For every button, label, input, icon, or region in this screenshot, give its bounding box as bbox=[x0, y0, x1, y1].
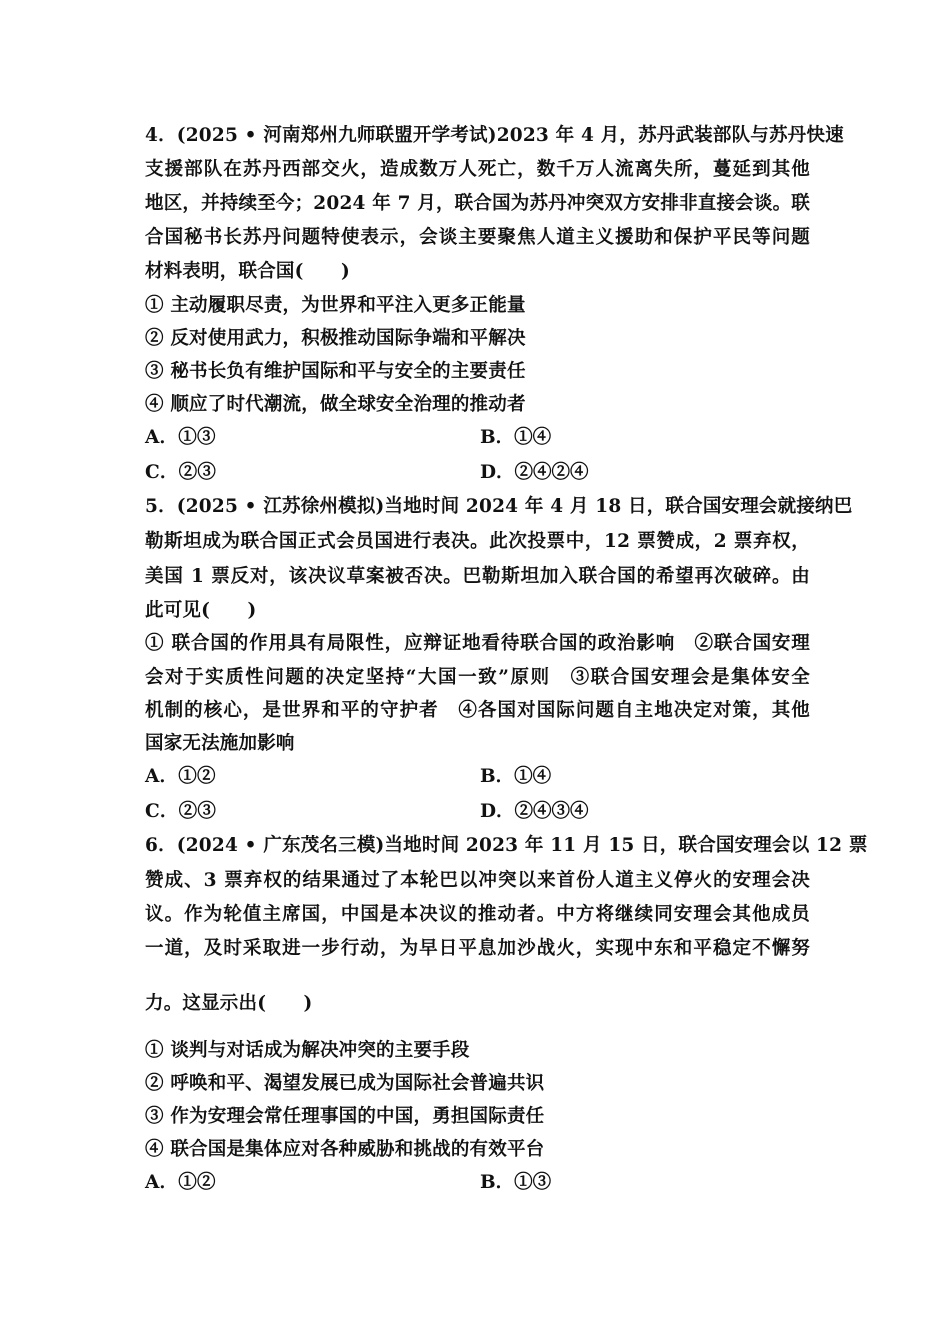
q6-statement-1: ① 谈判与对话成为解决冲突的主要手段 bbox=[145, 1040, 470, 1061]
q4-option-a[interactable]: A．①③ bbox=[145, 427, 216, 448]
q4-option-c[interactable]: C．②③ bbox=[145, 462, 217, 483]
q4-stem-2: 支援部队在苏丹西部交火，造成数万人死亡，数千万人流离失所，蔓延到其他 bbox=[145, 159, 810, 180]
q6-stem-5: 力。这显示出( ) bbox=[145, 993, 313, 1014]
q5-option-c[interactable]: C．②③ bbox=[145, 801, 217, 822]
q5-option-a[interactable]: A．①② bbox=[145, 766, 216, 787]
q6-statement-3: ③ 作为安理会常任理事国的中国，勇担国际责任 bbox=[145, 1106, 545, 1127]
q4-option-d[interactable]: D．②④②④ bbox=[480, 462, 589, 483]
q5-statement-4: 国家无法施加影响 bbox=[145, 733, 295, 754]
q6-line-1 bbox=[145, 834, 868, 858]
q4-number: 4． bbox=[145, 125, 177, 146]
q4-statement-1: ① 主动履职尽责，为世界和平注入更多正能量 bbox=[145, 295, 526, 316]
q5-option-d[interactable]: D．②④③④ bbox=[480, 801, 589, 822]
q6-option-a[interactable]: A．①② bbox=[145, 1172, 216, 1193]
q6-source: (2024 • 广东茂名三模) bbox=[176, 835, 385, 856]
q5-stem-3: 美国 1 票反对，该决议草案被否决。巴勒斯坦加入联合国的希望再次破碎。由 bbox=[145, 566, 810, 587]
q4-statement-4: ④ 顺应了时代潮流，做全球安全治理的推动者 bbox=[145, 394, 526, 415]
q6-statement-2: ② 呼唤和平、渴望发展已成为国际社会普遍共识 bbox=[145, 1073, 545, 1094]
q5-statement-3: 机制的核心，是世界和平的守护者 ④各国对国际问题自主地决定对策，其他 bbox=[145, 700, 810, 721]
q5-stem-2: 勒斯坦成为联合国正式会员国进行表决。此次投票中，12 票赞成，2 票弃权， bbox=[145, 531, 810, 552]
q4-stem-5: 材料表明，联合国( ) bbox=[145, 261, 350, 282]
q5-number: 5． bbox=[145, 496, 177, 517]
q5-statement-1: ① 联合国的作用具有局限性，应辩证地看待联合国的政治影响 ②联合国安理 bbox=[145, 633, 810, 654]
q5-option-b[interactable]: B．①④ bbox=[480, 766, 552, 787]
q6-number: 6． bbox=[145, 835, 177, 856]
q5-source: (2025 • 江苏徐州模拟) bbox=[176, 496, 385, 517]
q6-option-b[interactable]: B．①③ bbox=[480, 1172, 552, 1193]
q6-stem-4: 一道，及时采取进一步行动，为早日平息加沙战火，实现中东和平稳定不懈努 bbox=[145, 938, 810, 959]
q4-statement-3: ③ 秘书长负有维护国际和平与安全的主要责任 bbox=[145, 361, 526, 382]
q6-stem-2: 赞成、3 票弃权的结果通过了本轮巴以冲突以来首份人道主义停火的安理会决 bbox=[145, 870, 810, 891]
q4-stem-4: 合国秘书长苏丹问题特使表示，会谈主要聚焦人道主义援助和保护平民等问题 bbox=[145, 227, 810, 248]
q5-line-1 bbox=[145, 495, 853, 519]
q6-stem-3: 议。作为轮值主席国，中国是本决议的推动者。中方将继续同安理会其他成员 bbox=[145, 904, 810, 925]
q6-stem-1: 当地时间 2023 年 11 月 15 日，联合国安理会以 12 票 bbox=[384, 835, 868, 856]
q6-statement-4: ④ 联合国是集体应对各种威胁和挑战的有效平台 bbox=[145, 1139, 545, 1160]
q4-source: (2025 • 河南郑州九师联盟开学考试) bbox=[176, 125, 497, 146]
q4-stem-1: 2023 年 4 月，苏丹武装部队与苏丹快速 bbox=[496, 125, 844, 146]
q4-line-1 bbox=[145, 124, 844, 148]
q5-stem-1: 当地时间 2024 年 4 月 18 日，联合国安理会就接纳巴 bbox=[384, 496, 853, 517]
q4-statement-2: ② 反对使用武力，积极推动国际争端和平解决 bbox=[145, 328, 526, 349]
q4-option-b[interactable]: B．①④ bbox=[480, 427, 552, 448]
q5-stem-4: 此可见( ) bbox=[145, 600, 257, 621]
q4-stem-3: 地区，并持续至今；2024 年 7 月，联合国为苏丹冲突双方安排非直接会谈。联 bbox=[145, 193, 810, 214]
q5-statement-2: 会对于实质性问题的决定坚持“大国一致”原则 ③联合国安理会是集体安全 bbox=[145, 667, 810, 688]
